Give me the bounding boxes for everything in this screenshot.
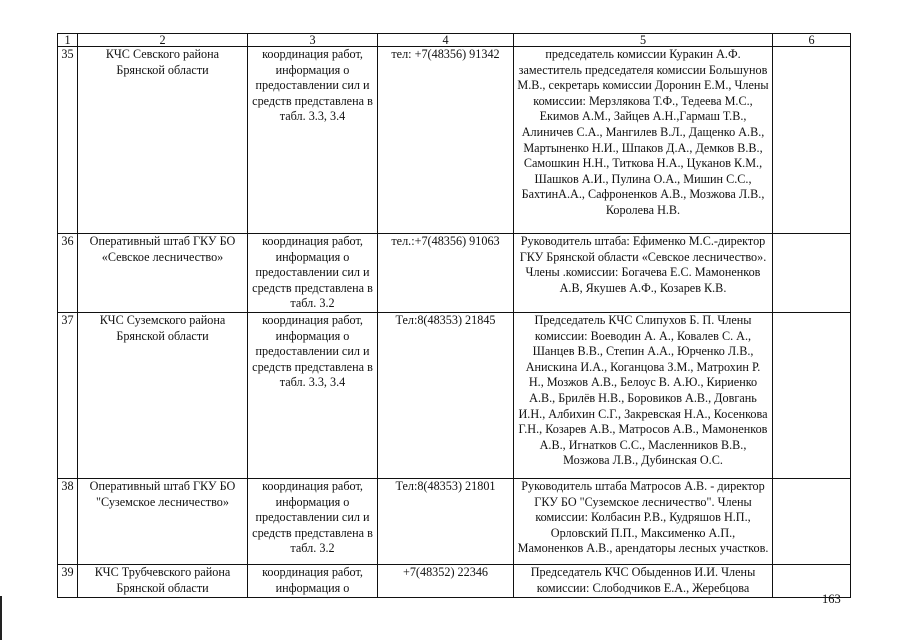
organization-name: Оперативный штаб ГКУ БО "Суземское лесничество» <box>78 478 248 564</box>
organization-name: КЧС Суземского района Брянской области <box>78 312 248 478</box>
row-number: 36 <box>58 234 78 313</box>
table-header-row <box>58 34 851 47</box>
organization-name: КЧС Трубчевского района Брянской области <box>78 564 248 597</box>
table-container <box>57 33 850 595</box>
organization-name: Оперативный штаб ГКУ БО «Севское лесничество» <box>78 234 248 313</box>
header-col-6: 6 <box>773 34 851 47</box>
organization-name: КЧС Севского района Брянской области <box>78 47 248 234</box>
table-row <box>58 312 851 478</box>
extra-column <box>773 234 851 313</box>
table-row <box>58 478 851 564</box>
row-number: 35 <box>58 47 78 234</box>
row-number: 39 <box>58 564 78 597</box>
phone-number: Тел:8(48353) 21845 <box>378 312 514 478</box>
table-row <box>58 47 851 234</box>
table-row <box>58 564 851 597</box>
header-col-5: 5 <box>514 34 773 47</box>
header-col-3: 3 <box>248 34 378 47</box>
row-number: 37 <box>58 312 78 478</box>
header-col-1: 1 <box>58 34 78 47</box>
members-list: Председатель КЧС Слипухов Б. П. Члены комиссии: Воеводин А. А., Ковалев С. А., Шанцев В.В., Степин А.А., Юрченко Л.В., Анискина И.А., Коганцова З.М., Матрохин Р. Н., Мозжов А.В., Белоус В. А.Ю., Кириенко А.В., Брилёв Н.В., Боровиков А.В., Довгань И.Н., Албихин С.Г., Закревская Н.А., Косенкова Г.Н., Козарев А.В., Матросов А.В., Мамоненков А.В., Игнатков С.С., Масленников В.В., Мозжова Л.В., Дубинская О.С. <box>514 312 773 478</box>
members-list: Руководитель штаба: Ефименко М.С.-директор ГКУ Брянской области «Севское лесничество». Члены .комиссии: Богачева Е.С. Мамоненков А.В, Якушев А.Ф., Козарев К.В. <box>514 234 773 313</box>
scan-edge-mark <box>0 596 2 640</box>
page-number: 163 <box>822 592 841 606</box>
extra-column <box>773 47 851 234</box>
function-description: координация работ, информация о <box>248 564 378 597</box>
commission-table <box>57 33 851 598</box>
phone-number: +7(48352) 22346 <box>378 564 514 597</box>
row-number: 38 <box>58 478 78 564</box>
phone-number: тел: +7(48356) 91342 <box>378 47 514 234</box>
members-list: Председатель КЧС Обыденнов И.И. Члены комиссии: Слободчиков Е.А., Жеребцова <box>514 564 773 597</box>
function-description: координация работ, информация о предоставлении сил и средств представлена в табл. 3.2 <box>248 234 378 313</box>
extra-column <box>773 478 851 564</box>
function-description: координация работ, информация о предоставлении сил и средств представлена в табл. 3.2 <box>248 478 378 564</box>
phone-number: Тел:8(48353) 21801 <box>378 478 514 564</box>
phone-number: тел.:+7(48356) 91063 <box>378 234 514 313</box>
members-list: председатель комиссии Куракин А.Ф. заместитель председателя комиссии Большунов М.В., секретарь комиссии Доронин Е.М., Члены комиссии: Мерзлякова Т.Ф., Тедеева М.С., Екимов А.М., Зайцев А.Н.,Гармаш Т.В., Алиничев С.А., Мангилев В.Л., Дащенко А.В., Мартыненко Н.И., Шпаков Д.А., Демков В.В., Самошкин Н.Н., Титкова Н.А., Цуканов К.М., Шашков А.И., Пулина О.А., Мишин С.С., БахтинА.А., Сафроненков А.В., Мозжова Л.В., Королева Н.В. <box>514 47 773 234</box>
extra-column <box>773 312 851 478</box>
header-col-4: 4 <box>378 34 514 47</box>
members-list: Руководитель штаба Матросов А.В. - директор ГКУ БО "Суземское лесничество". Члены комиссии: Колбасин Р.В., Кудряшов Н.П., Орловский П.П., Максименко А.П., Мамоненков А.В., арендаторы лесных участков. <box>514 478 773 564</box>
header-col-2: 2 <box>78 34 248 47</box>
function-description: координация работ, информация о предоставлении сил и средств представлена в табл. 3.3, 3.4 <box>248 47 378 234</box>
table-row <box>58 234 851 313</box>
function-description: координация работ, информация о предоставлении сил и средств представлена в табл. 3.3, 3.4 <box>248 312 378 478</box>
